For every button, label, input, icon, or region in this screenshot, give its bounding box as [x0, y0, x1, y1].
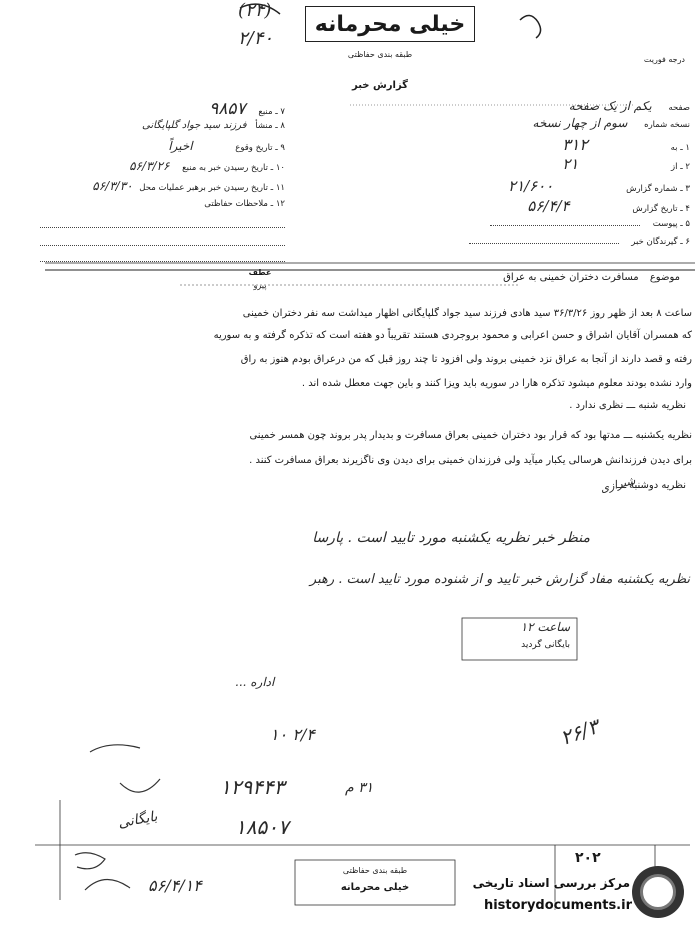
handwritten-office-note: اداره ...: [235, 675, 275, 689]
register-number-a: ۱۲۹۴۴۳: [220, 775, 285, 799]
followup-label: پیرو: [253, 281, 267, 290]
margin-number-right: ۲۶/۳: [557, 714, 602, 750]
right-form: [395, 95, 690, 265]
bottom-date: ۵۶/۴/۱۴: [148, 876, 202, 895]
left-form: [30, 95, 285, 265]
subject-label: موضوع: [649, 272, 680, 283]
body-line: نظریه شنبه ـــ نظری ندارد .: [569, 400, 686, 411]
form-row-ops-received-date: ۱۱ ـ تاریخ رسیدن خبر برهبر عملیات محل ۵۶/۳/۳۰: [92, 179, 285, 193]
body-line: ساعت ۸ بعد از ظهر روز ۳۶/۳/۲۶ سید هادی فرزند سید جواد گلپایگانی اظهار میداشت سه نفر دختران خمینی: [242, 308, 692, 319]
bottom-stamp-label: طبقه بندی حفاظتی: [342, 866, 408, 875]
margin-note: شیرازی: [598, 473, 637, 496]
body-line: رفته و قصد دارند از آنجا به عراق نزد خمینی بروند ولی افزود تا چند روز قبل که من درعراق بودم هنوز به راق: [240, 354, 692, 365]
corner-number-top: (۲۴): [238, 0, 272, 21]
form-row-to: ۱ ـ به ۳۱۲: [562, 135, 690, 154]
form-row-source: ۷ ـ منبع ۹۸۵۷: [209, 99, 285, 119]
watermark-title: مرکز بررسی اسناد تاریخی: [472, 876, 630, 890]
form-row-occurrence-date: ۹ ـ تاریخ وقوع اخیراً: [168, 139, 285, 153]
body-line: برای دیدن فرزندانش هرسالی یکبار میآید ولی فرزندان خمینی برای دیدن وی ناگزیرند بعراق مسافرت کنند .: [249, 455, 692, 466]
form-row-page: صفحه یکم از یک صفحه: [568, 99, 690, 113]
form-row-recipients: ۶ ـ گیرندگان خبر: [469, 235, 690, 247]
form-row-attachment: ۵ ـ پیوست: [490, 217, 690, 229]
subject-text: مسافرت دختران خمینی به عراق: [503, 272, 639, 283]
form-row-copy: نسخه شماره سوم از چهار نسخه: [532, 116, 690, 130]
form-row-report-number: ۳ ـ شماره گزارش ۲۱/۶۰۰: [508, 177, 690, 195]
handwritten-final-note: نظریه یکشنبه مفاد گزارش خبر تایید و از شنوده مورد تایید است . رهبر: [309, 572, 690, 587]
handwritten-monday-note: منظر خبر نظریه یکشنبه مورد تایید است . پارسا: [312, 530, 590, 546]
priority-label: درجه فوریت: [643, 55, 685, 64]
report-body: [0, 300, 700, 520]
form-row-origin: ۸ ـ منشأ فرزند سید جواد گلپایگانی: [142, 120, 285, 131]
archive-logo-icon: [632, 866, 684, 918]
bottom-stamp-value: خیلی محرمانه: [340, 882, 410, 893]
classification-title: خیلی محرمانه: [314, 11, 466, 37]
body-line: که همسران آقایان اشراق و حسن اعرابی و محمود بروجردی هستند تقریباً دو هفته است که تذکره گرفته و به سوریه: [213, 330, 692, 341]
archive-stamp-label: بایگانی گردید: [521, 640, 570, 650]
box-number: ۲۰۲: [575, 850, 601, 866]
classification-box: [305, 6, 475, 42]
form-row-security-notes: ۱۲ ـ ملاحظات حفاظتی: [204, 199, 285, 209]
form-row-source-received-date: ۱۰ ـ تاریخ رسیدن خبر به منبع ۵۶/۳/۲۶: [129, 159, 285, 173]
body-line: نظریه دوشنبه ـــ: [617, 480, 686, 491]
watermark-url[interactable]: historydocuments.ir: [483, 898, 632, 913]
body-line: نظریه یکشنبه ـــ مدتها بود که قرار بود دختران خمینی بعراق مسافرت و بدیدار پدر بروند چون همسر خمینی: [249, 430, 692, 441]
form-row-report-date: ۴ ـ تاریخ گزارش ۵۶/۴/۴: [527, 197, 690, 215]
register-number-b-note: بایگانی: [116, 808, 159, 832]
subject-line: [250, 272, 680, 283]
body-line: وارد نشده بودند معلوم میشود تذکره هارا در سوریه باید ویزا کنند و باین جهت معطل شده اند .: [301, 378, 692, 389]
handwritten-signature-mark: ۱۰ ۲/۴: [270, 725, 315, 744]
register-number-b: ۱۸۵۰۷: [235, 815, 289, 839]
register-number-a-prefix: ۳۱ م: [345, 780, 374, 796]
report-type: گزارش خبر: [351, 80, 408, 91]
corner-number-bottom: ۲/۴۰: [238, 28, 274, 49]
archive-stamp-time: ساعت ۱۲: [520, 620, 570, 634]
classification-level-label: طبقه بندی حفاظتی: [347, 50, 413, 59]
form-row-from: ۲ ـ از ۲۱: [562, 155, 690, 173]
reference-label: عطف: [248, 268, 272, 277]
